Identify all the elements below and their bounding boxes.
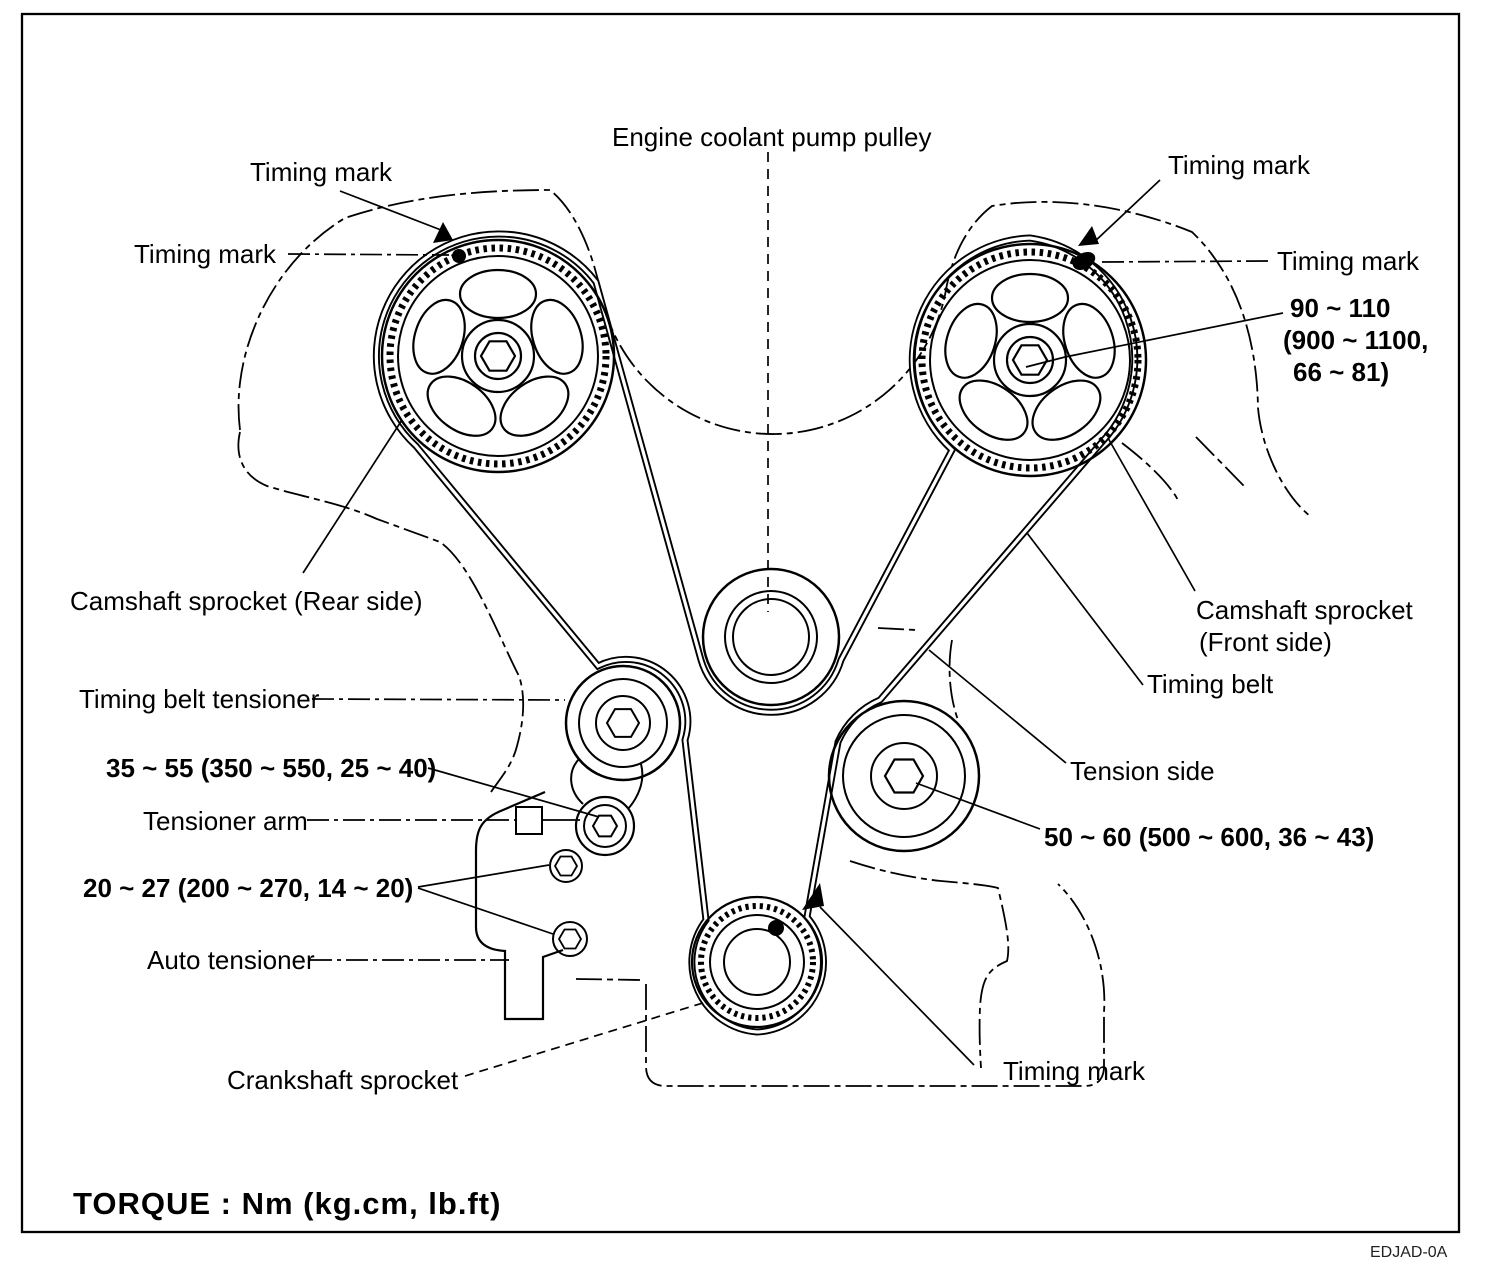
leader-timing-mark-left-side <box>288 254 449 255</box>
label-engine-coolant-pump-pulley: Engine coolant pump pulley <box>612 122 932 152</box>
tensioner-arm-adjuster <box>516 807 542 834</box>
timing-mark-arrow-left <box>433 222 453 243</box>
engine-outline <box>238 190 1310 1086</box>
leader-auto-tensioner-bolts <box>418 865 553 934</box>
timing-belt-tensioner-pulley <box>566 666 680 780</box>
label-auto-tensioner: Auto tensioner <box>147 945 315 975</box>
spec-idler-pulley-bolt: 50 ~ 60 (500 ~ 600, 36 ~ 43) <box>1044 822 1375 852</box>
label-tension-side: Tension side <box>1070 756 1215 786</box>
tensioner-bolt-hex <box>607 709 639 737</box>
leader-timing-belt <box>1027 533 1143 685</box>
label-timing-mark-crank: Timing mark <box>1003 1056 1146 1086</box>
auto-tensioner <box>476 792 587 1019</box>
doc-code: EDJAD-0A <box>1370 1244 1448 1261</box>
timing-mark-dot-crank <box>768 920 784 936</box>
label-camshaft-sprocket-front-line1: Camshaft sprocket <box>1196 595 1413 625</box>
timing-mark-symbols <box>433 222 1099 936</box>
spec-camshaft-bolt-line1: 90 ~ 110 <box>1290 293 1391 323</box>
label-camshaft-sprocket-rear: Camshaft sprocket (Rear side) <box>70 586 423 616</box>
leader-lines <box>288 152 1283 1076</box>
coolant-pump-pulley <box>703 569 839 705</box>
camshaft-sprocket-rear <box>382 240 614 472</box>
leader-timing-mark-right-top <box>1092 180 1160 244</box>
camshaft-bolt-hex <box>481 341 515 370</box>
label-timing-mark-right-side: Timing mark <box>1277 246 1420 276</box>
label-timing-mark-left-top: Timing mark <box>250 157 393 187</box>
spec-camshaft-bolt-line3: 66 ~ 81) <box>1293 357 1390 387</box>
spec-auto-tensioner-bolts: 20 ~ 27 (200 ~ 270, 14 ~ 20) <box>83 873 414 903</box>
camshaft-sprocket-front <box>914 244 1146 476</box>
crankshaft-sprocket <box>692 897 822 1027</box>
spec-tensioner-arm-bolt: 35 ~ 55 (350 ~ 550, 25 ~ 40) <box>106 753 437 783</box>
auto-tensioner-bolt-lower <box>553 922 587 956</box>
camshaft-bolt-hex <box>1013 345 1047 374</box>
leader-belt-tensioner <box>312 699 565 700</box>
tensioner-arm-bolt-hex <box>593 816 617 837</box>
label-timing-belt-tensioner: Timing belt tensioner <box>79 684 320 714</box>
timing-mark-arrow-right <box>1078 226 1099 246</box>
leader-camshaft-rear <box>303 420 402 573</box>
label-timing-mark-right-top: Timing mark <box>1168 150 1311 180</box>
leader-timing-mark-right-side <box>1098 261 1268 262</box>
label-timing-mark-left-side: Timing mark <box>134 239 277 269</box>
tensioner-arm-assembly <box>516 759 642 855</box>
leader-crankshaft <box>465 1002 706 1076</box>
leader-timing-mark-crank <box>820 907 974 1065</box>
labels <box>70 122 1448 1261</box>
label-camshaft-sprocket-front-line2: (Front side) <box>1199 627 1332 657</box>
spec-camshaft-bolt-line2: (900 ~ 1100, <box>1283 325 1429 355</box>
leader-tension-side <box>929 650 1066 763</box>
timing-mark-dot-left <box>452 249 466 263</box>
leader-timing-mark-left-top <box>340 191 441 230</box>
leader-camshaft-front <box>1108 438 1195 591</box>
idler-pulley <box>829 701 979 851</box>
idler-bolt-hex <box>885 760 923 793</box>
label-timing-belt: Timing belt <box>1147 669 1274 699</box>
label-crankshaft-sprocket: Crankshaft sprocket <box>227 1065 459 1095</box>
torque-units-note: TORQUE : Nm (kg.cm, lb.ft) <box>73 1186 502 1221</box>
label-tensioner-arm: Tensioner arm <box>143 806 308 836</box>
auto-tensioner-bolt-upper <box>550 850 582 882</box>
